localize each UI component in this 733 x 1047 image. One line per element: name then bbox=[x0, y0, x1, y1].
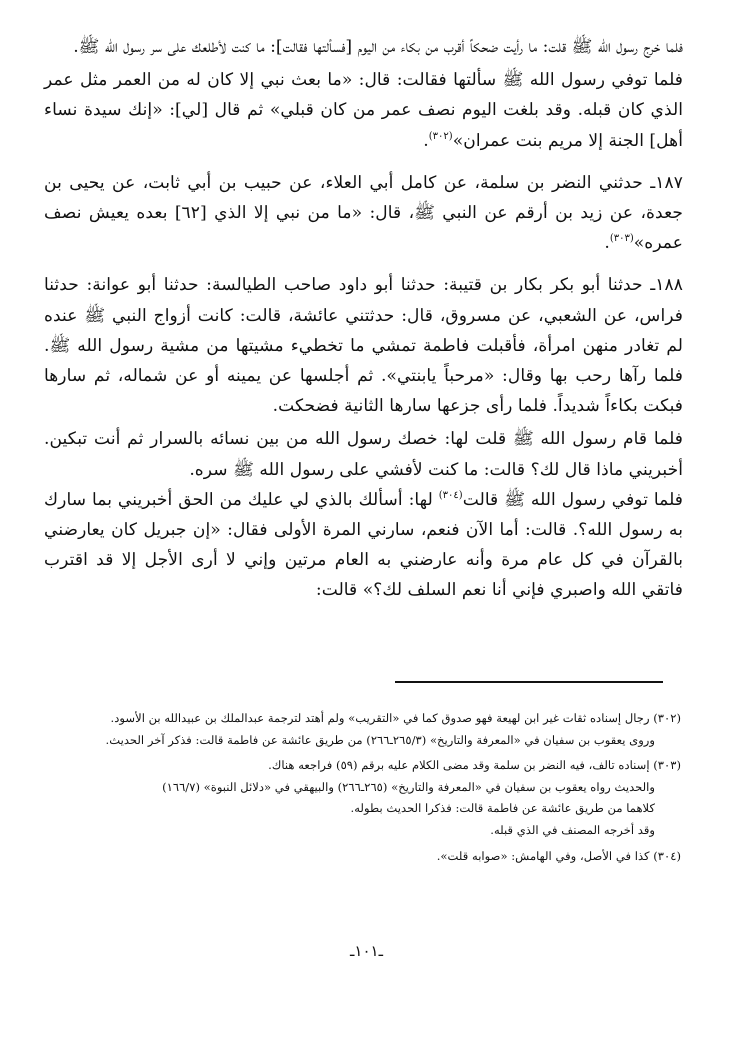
paragraph-1: فلما خرج رسول الله ﷺ قلت: ما رأيت ضحكاً أقرب من بكاء من اليوم [فسألتها فقالت]: ما كنت لأطلعك على سر رسول الله ﷺ. bbox=[73, 37, 683, 57]
paragraph-2: فلما توفي رسول الله ﷺ سألتها فقالت: قال: «ما بعث نبي إلا كان له من العمر مثل عمر الذي كان قبله. وقد بلغت اليوم نصف عمر من كان قبلي» ثم قال [لي]: «إنك سيدة نساء أهل] الجنة إلا مريم بنت عمران»$^{(٣٠٢)}$. bbox=[44, 70, 683, 151]
paragraph-6-text-a: فلما توفي رسول الله ﷺ قالت bbox=[462, 489, 683, 510]
footnote-divider bbox=[395, 681, 663, 683]
footnote-303-line-4: وقد أخرجه المصنف في الذي قبله. bbox=[490, 822, 655, 837]
footnotes bbox=[44, 708, 681, 867]
footnote-ref-304: (٣٠٤) bbox=[438, 489, 463, 501]
footnote-302: (٣٠٢) رجال إسناده ثقات غير ابن لهيعة فهو صدوق كما في «التقريب» ولم أهتد لترجمة عبدالملك بن عبيدالله بن الأسود. bbox=[110, 711, 681, 725]
footnote-303-line-3: كلاهما من طريق عائشة عن فاطمة قالت: فذكرا الحديث بطوله. bbox=[350, 801, 655, 816]
page-number: ـ١٠١ـ bbox=[350, 942, 383, 960]
footnote-304: (٣٠٤) كذا في الأصل، وفي الهامش: «صوابه قلت». bbox=[436, 848, 681, 863]
paragraph-2-text: فلما توفي رسول الله ﷺ سألتها فقالت: قال: «ما بعث نبي إلا كان له من العمر مثل عمر الذي كان قبله. وقد بلغت اليوم نصف عمر من كان قبلي» ثم قال [لي]: «إنك سيدة نساء أهل] الجنة إلا مريم بنت عمران» bbox=[44, 70, 683, 151]
footnote-302-continued: وروى يعقوب بن سفيان في «المعرفة والتاريخ» (٢٦٥/٣ـ٢٦٦) من طريق عائشة عن فاطمة قالت: فذكر آخر الحديث. bbox=[105, 732, 655, 747]
footnote-303-line-2: والحديث رواه يعقوب بن سفيان في «المعرفة والتاريخ» (٢٦٥ـ٢٦٦) والبيهقي في «دلائل النبوة» (١٦٦/٧) bbox=[162, 779, 655, 794]
hadith-188: ١٨٨ـ حدثنا أبو بكر بكار بن قتيبة: حدثنا أبو داود صاحب الطيالسة: حدثنا أبو عوانة: حدثنا فراس، عن الشعبي، عن مسروق، قال: حدثتني عائشة، قالت: كانت أزواج النبي ﷺ عنده لم تغادر منهن امرأة، فأقبلت فاطمة تمشي ما تخطيء مشيتها من مشية رسول الله ﷺ. فلما رآها رحب بها وقال: «مرحباً يابنتي». ثم أجلسها عن يمينه أو عن شماله، ثم سارها فبكت بكاءاً شديداً. فلما رأى جزعها سارها الثانية فضحكت. bbox=[44, 275, 683, 417]
paragraph-6 bbox=[44, 485, 683, 606]
hadith-187: ١٨٧ـ حدثني النضر بن سلمة، عن كامل أبي العلاء، عن حبيب بن أبي ثابت، عن يحيى بن جعدة، عن زيد بن أرقم عن النبي ﷺ، قال: «ما من نبي إلا الذي [٦٢] بعده يعيش نصف عمره»$^{(٣٠٣)}$. bbox=[44, 172, 683, 254]
main-text bbox=[44, 32, 683, 606]
footnote-ref-303: (٣٠٣) bbox=[609, 233, 634, 245]
footnote-303: (٣٠٣) إسناده تالف، فيه النضر بن سلمة وقد مضى الكلام عليه برقم (٥٩) فراجعه هناك. bbox=[268, 758, 681, 773]
paragraph-5: فلما قام رسول الله ﷺ قلت لها: خصك رسول الله من بين نسائه بالسرار ثم أنت تبكين. أخبريني ماذا قال لك؟ قالت: ما كنت لأفشي على رسول الله ﷺ سره. bbox=[44, 429, 683, 480]
hadith-187-text: ١٨٧ـ حدثني النضر بن سلمة، عن كامل أبي العلاء، عن حبيب بن أبي ثابت، عن يحيى بن جعدة، عن زيد بن أرقم عن النبي ﷺ، قال: «ما من نبي إلا الذي [٦٢] بعده يعيش نصف عمره» bbox=[44, 172, 683, 254]
paragraph-6-text-b: لها: أسألك بالذي لي عليك من الحق أخبريني بما سارك به رسول الله؟. قالت: أما الآن فنعم، سارني المرة الأولى فقال: «إن جبريل كان يعارضني بالقرآن في كل عام مرة وأنه عارضني به العام مرتين وإني لا أرى الأجل إلا قد اقترب فاتقي الله واصبري فإني أنا نعم السلف لك؟» قالت: bbox=[44, 489, 683, 601]
footnote-ref-302: (٣٠٢) bbox=[428, 130, 453, 142]
